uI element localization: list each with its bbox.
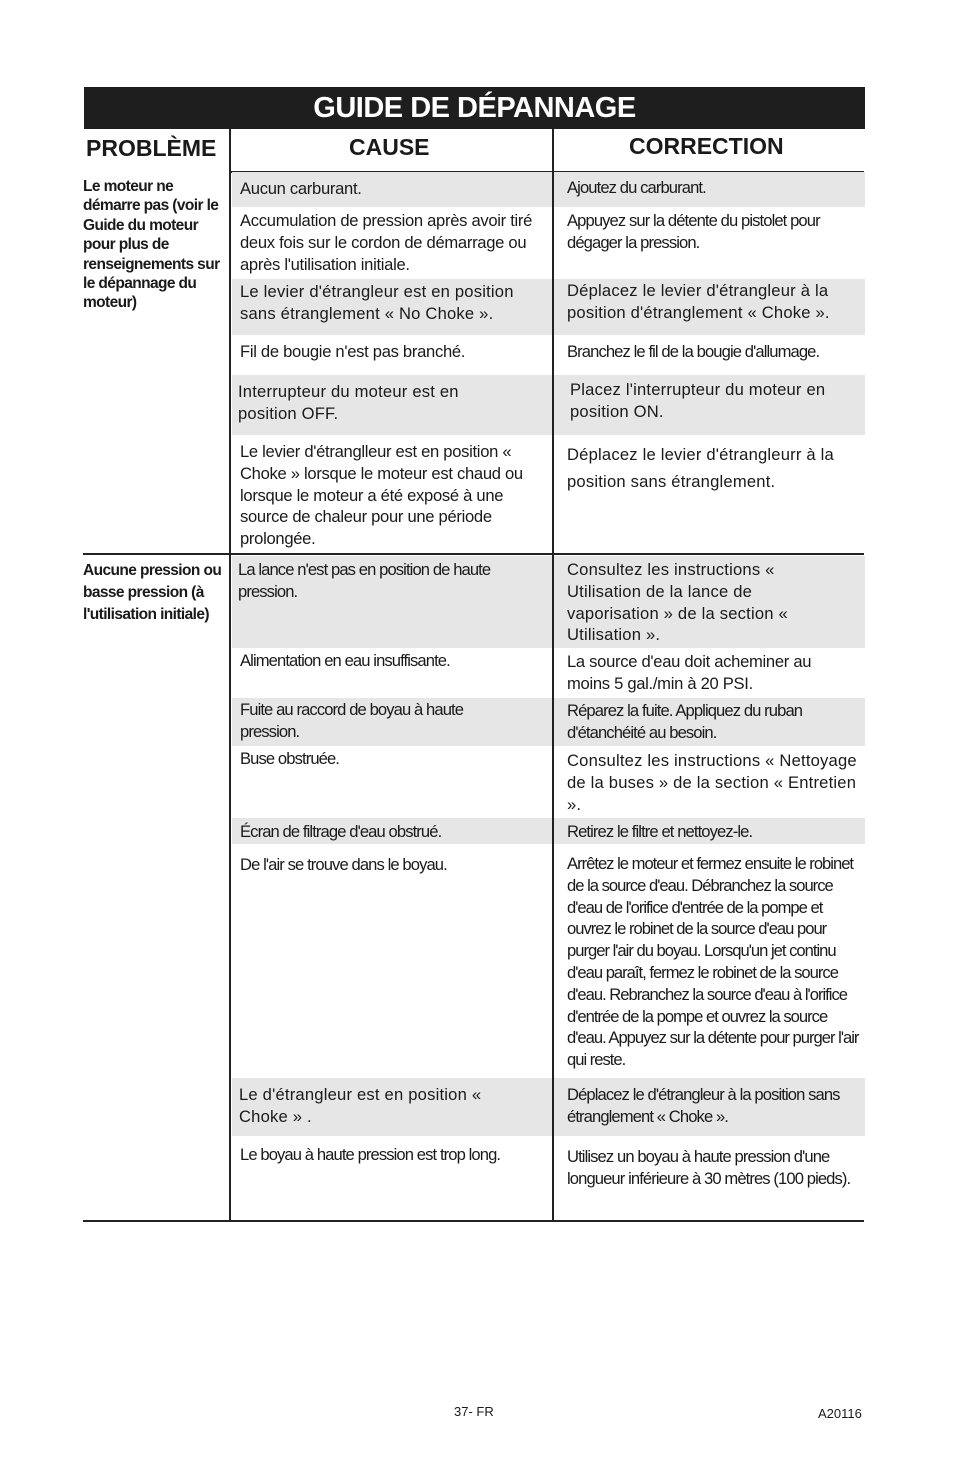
cause-cell: Le levier d'étrangleur est en position sans étranglement « No Choke ». bbox=[240, 282, 514, 323]
cause-cell: Le levier d'étranglleur est en position « Choke » lorsque le moteur est chaud ou lorsque le moteur a été exposé à une source de chaleur pour une période prolongée. bbox=[240, 442, 523, 549]
cause-cell: Accumulation de pression après avoir tiré deux fois sur le cordon de démarrage ou après l'utilisation initiale. bbox=[240, 211, 533, 274]
cause-cell: De l'air se trouve dans le boyau. bbox=[240, 855, 447, 874]
cause-cell: Alimentation en eau insuffisante. bbox=[240, 651, 450, 670]
correction-cell: Utilisez un boyau à haute pression d'une longueur inférieure à 30 mètres (100 pieds). bbox=[567, 1147, 851, 1188]
cause-cell: Le boyau à haute pression est trop long. bbox=[240, 1145, 501, 1164]
column-divider-1 bbox=[229, 129, 231, 1222]
header-problem: PROBLÈME bbox=[86, 135, 217, 161]
cause-cell: Écran de filtrage d'eau obstrué. bbox=[240, 822, 442, 841]
correction-cell: La source d'eau doit acheminer au moins 5 gal./min à 20 PSI. bbox=[567, 652, 812, 693]
correction-cell: Arrêtez le moteur et fermez ensuite le robinet de la source d'eau. Débranchez la source d'eau de l'orifice d'entrée de la pompe et ouvrez le robinet de la source d'eau pour purger l'air du boyau. Lorsqu'un jet continu d'eau paraît, fermez le robinet de la source d'eau. Rebranchez la source d'eau à l'orifice d'entrée de la pompe et ouvrez la source d'eau. Appuyez sur la détente pour purger l'air qui reste. bbox=[567, 854, 859, 1070]
document-code: A20116 bbox=[818, 1406, 862, 1421]
cause-cell: Fuite au raccord de boyau à haute pression. bbox=[240, 700, 464, 741]
page-title: GUIDE DE DÉPANNAGE bbox=[84, 87, 865, 129]
correction-cell: Consultez les instructions « Utilisation de la lance de vaporisation » de la section « Utilisation ». bbox=[567, 560, 788, 645]
page-number: 37- FR bbox=[454, 1404, 494, 1419]
column-divider-2 bbox=[552, 129, 554, 1222]
header-correction: CORRECTION bbox=[629, 133, 784, 159]
cause-cell: Aucun carburant. bbox=[240, 179, 362, 198]
problem-engine-no-start: Le moteur ne démarre pas (voir le Guide du moteur pour plus de renseignements sur le dépannage du moteur) bbox=[83, 178, 220, 312]
correction-cell: Réparez la fuite. Appliquez du ruban d'étanchéité au besoin. bbox=[567, 701, 803, 742]
correction-cell: Appuyez sur la détente du pistolet pour dégager la pression. bbox=[567, 211, 820, 252]
header-cause: CAUSE bbox=[349, 134, 430, 160]
section-divider bbox=[83, 553, 864, 555]
table-bottom-rule bbox=[83, 1220, 864, 1222]
cause-cell: Buse obstruée. bbox=[240, 749, 340, 768]
correction-cell: Déplacez le d'étrangleur à la position sans étranglement « Choke ». bbox=[567, 1085, 840, 1126]
correction-cell: Déplacez le levier d'étrangleur à la position d'étranglement « Choke ». bbox=[567, 281, 830, 322]
correction-cell: Retirez le filtre et nettoyez-le. bbox=[567, 822, 753, 841]
cause-cell: Le d'étrangleur est en position « Choke » . bbox=[239, 1085, 482, 1126]
cause-cell: La lance n'est pas en position de haute pression. bbox=[238, 560, 491, 601]
cause-cell: Fil de bougie n'est pas branché. bbox=[240, 342, 466, 361]
correction-cell: Ajoutez du carburant. bbox=[567, 178, 706, 197]
correction-cell: Placez l'interrupteur du moteur en position ON. bbox=[570, 380, 826, 421]
problem-no-pressure: Aucune pression ou basse pression (à l'utilisation initiale) bbox=[83, 562, 222, 623]
correction-cell: Branchez le fil de la bougie d'allumage. bbox=[567, 342, 820, 361]
correction-cell: Consultez les instructions « Nettoyage de la buses » de la section « Entretien ». bbox=[567, 751, 857, 814]
cause-cell: Interrupteur du moteur est en position OFF. bbox=[238, 382, 459, 423]
correction-cell: Déplacez le levier d'étrangleurr à la position sans étranglement. bbox=[567, 445, 834, 491]
